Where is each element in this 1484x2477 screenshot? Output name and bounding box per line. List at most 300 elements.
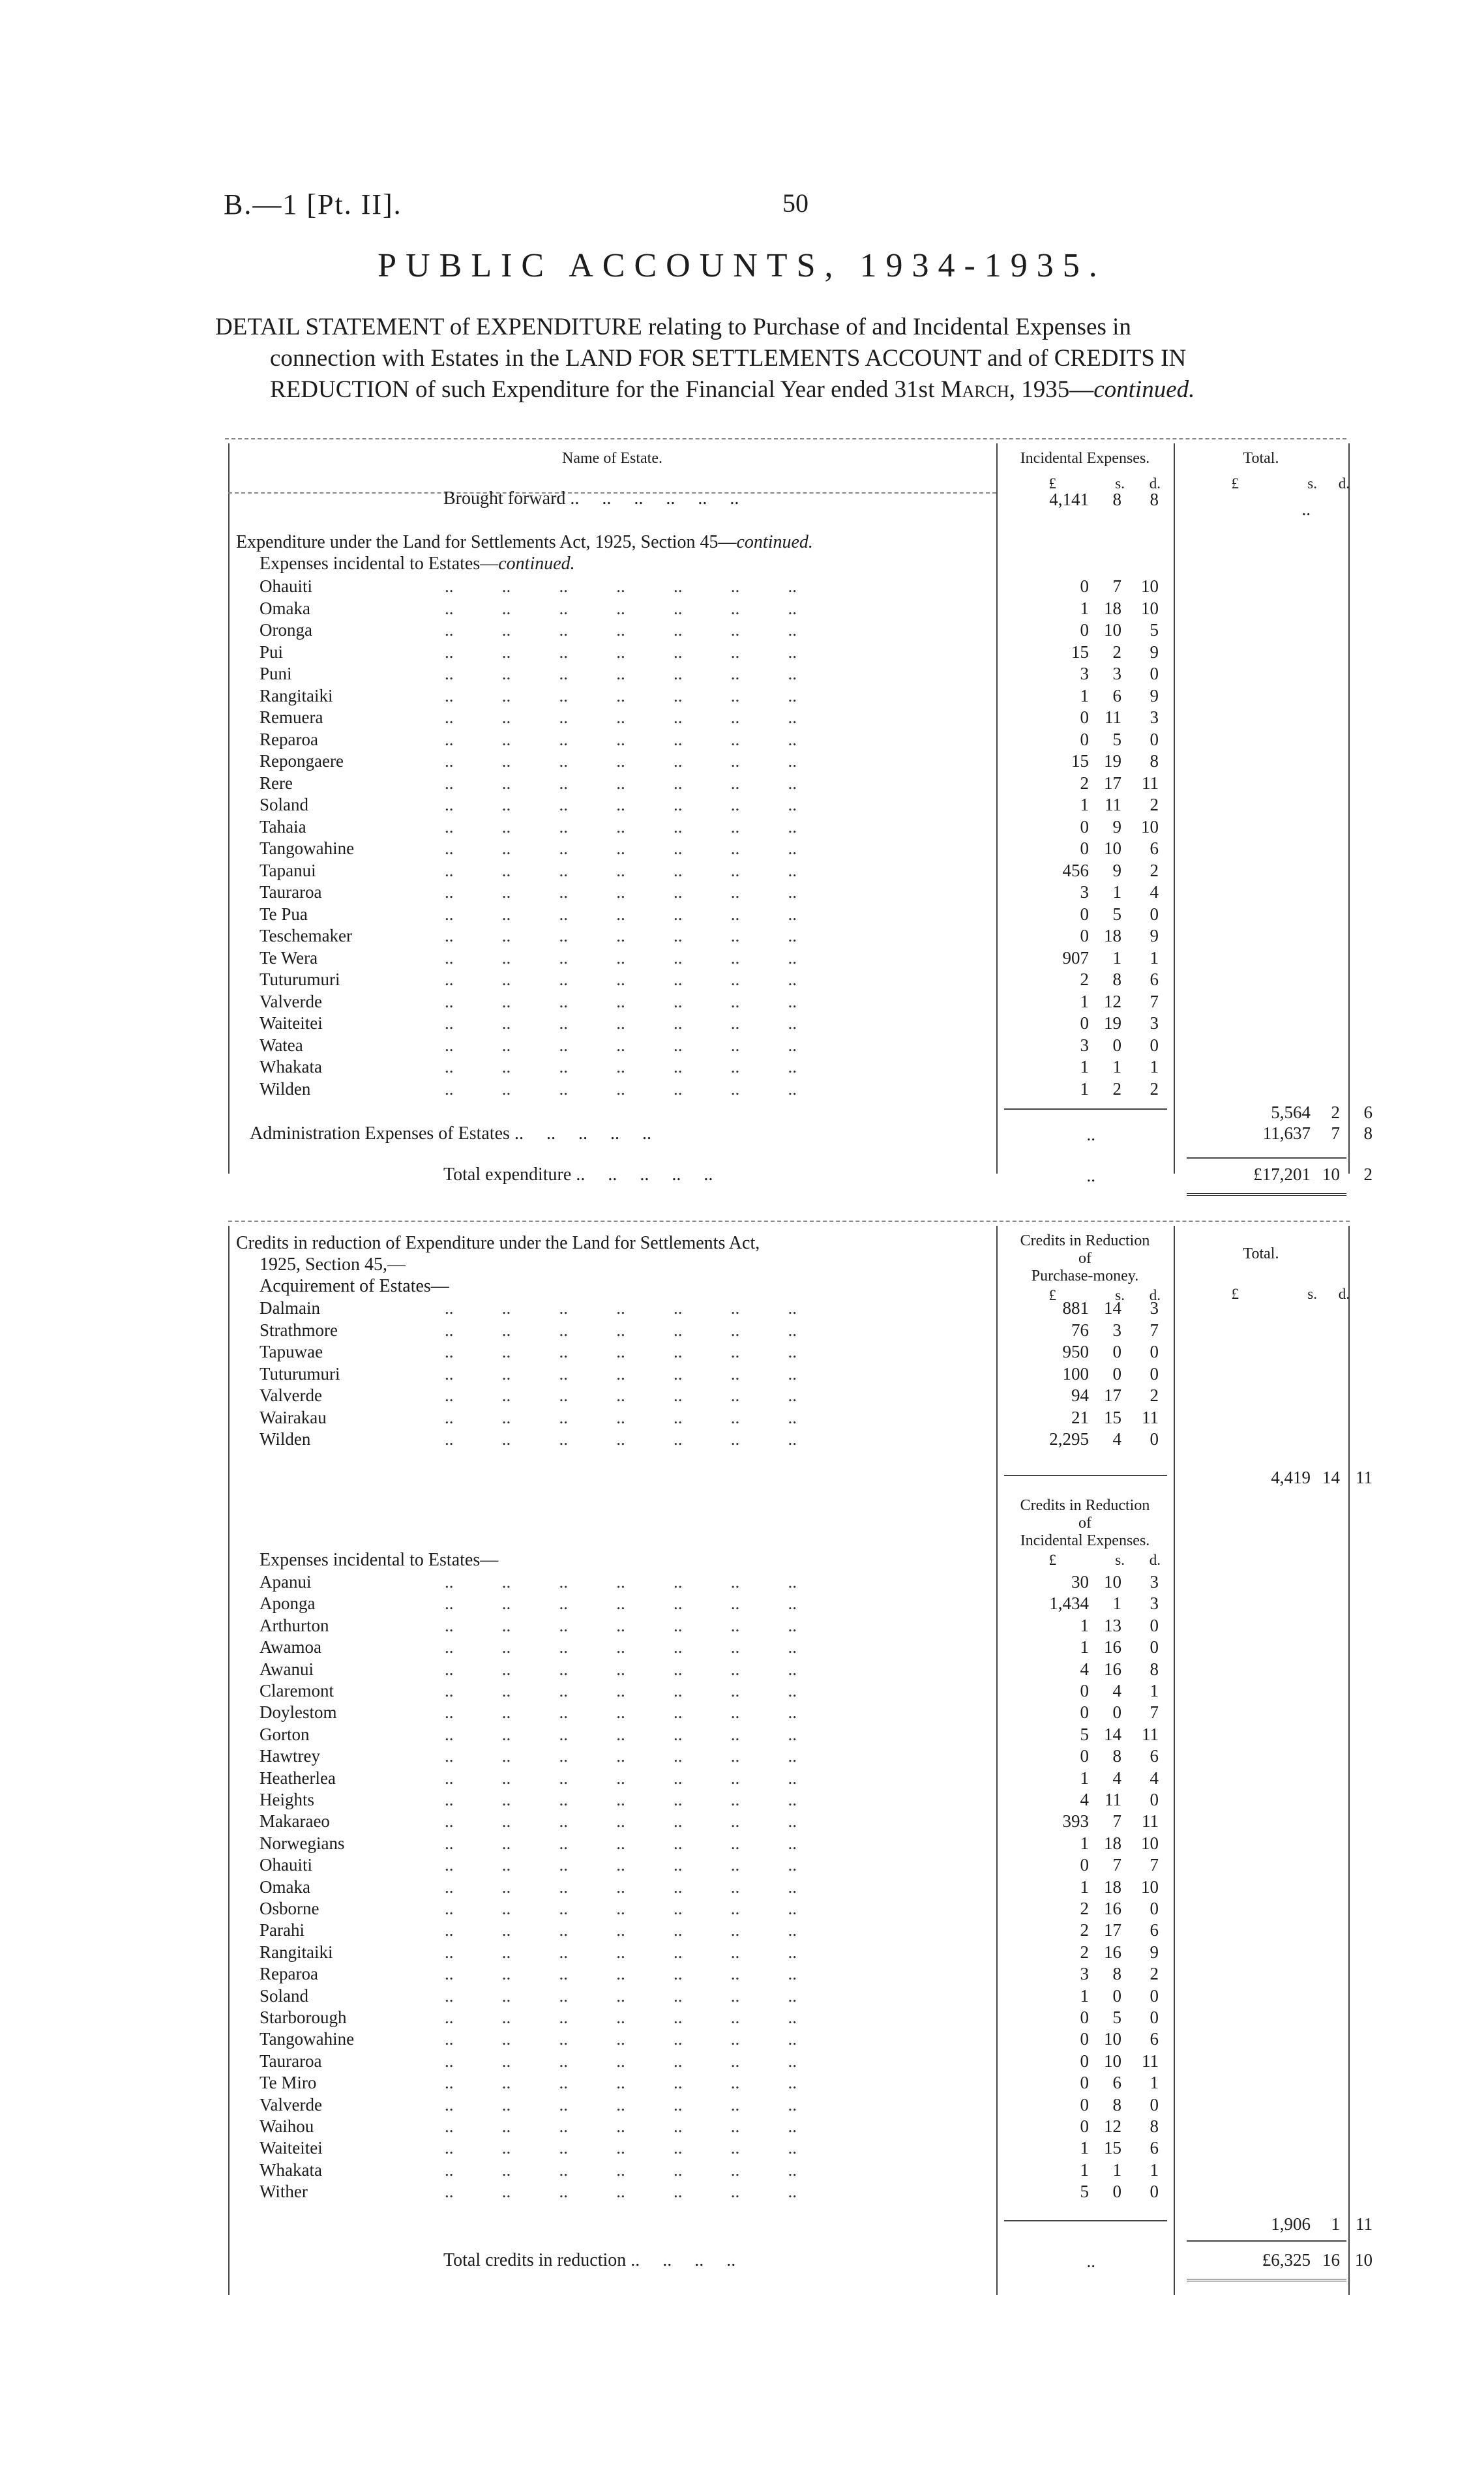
amount-pounds: 0 bbox=[1080, 1702, 1089, 1723]
amount-pounds: 0 bbox=[1080, 816, 1089, 837]
amount-pence: 0 bbox=[1150, 1035, 1159, 1055]
amount-pounds: 950 bbox=[1062, 1342, 1089, 1361]
amount-pence: 0 bbox=[1150, 729, 1159, 749]
amount-pence: 0 bbox=[1150, 1363, 1159, 1384]
inc-subtotal-rule bbox=[1004, 2220, 1167, 2221]
expenditure-heading-text: Expenditure under the Land for Settlements Act, 1925, Section 45— bbox=[236, 532, 737, 552]
amount-pounds: 1 bbox=[1080, 1637, 1089, 1657]
intro-line-1: DETAIL STATEMENT of EXPENDITURE relating to Purchase of and Incidental Expenses in bbox=[215, 314, 1131, 340]
amount-pence: 11 bbox=[1142, 2051, 1159, 2071]
amount-shillings: 14 bbox=[1104, 1298, 1121, 1318]
amount-pence: 1 bbox=[1150, 2159, 1159, 2180]
amount-pence: 2 bbox=[1150, 1078, 1159, 1099]
estate-name: Claremont bbox=[260, 1681, 334, 1700]
estate-name: Omaka bbox=[260, 598, 310, 618]
amount-pounds: 881 bbox=[1062, 1298, 1089, 1318]
estate-name: Heights bbox=[260, 1790, 314, 1809]
leader-dots: .. .. .. .. .. .. .. bbox=[445, 707, 797, 727]
estate-name: Soland bbox=[260, 795, 309, 814]
amount-pounds: 0 bbox=[1080, 2116, 1089, 2136]
amount-pounds: 1 bbox=[1080, 795, 1089, 814]
leader-dots: .. .. .. .. .. .. .. bbox=[445, 1681, 797, 1700]
section-separator bbox=[228, 1221, 1350, 1222]
leader-dots: .. .. .. .. .. .. .. bbox=[445, 1790, 797, 1809]
estate-name: Awanui bbox=[260, 1659, 314, 1679]
amount-shillings: 4 bbox=[1112, 1681, 1121, 1700]
amount-pence: 9 bbox=[1150, 926, 1159, 945]
amount-pounds: 1 bbox=[1080, 1768, 1089, 1788]
amount-pence: 0 bbox=[1150, 1985, 1159, 2006]
estate-name: Valverde bbox=[260, 1386, 322, 1405]
amount-shillings: 16 bbox=[1104, 1942, 1121, 1962]
intro-continued: continued. bbox=[1093, 376, 1195, 403]
leader-dots: .. .. .. .. .. .. .. bbox=[445, 751, 797, 771]
credits-total-rule-top bbox=[1187, 2240, 1346, 2242]
amount-pence: 2 bbox=[1150, 860, 1159, 880]
amount-pounds: 393 bbox=[1062, 1811, 1089, 1832]
amount-pounds: 0 bbox=[1080, 729, 1089, 749]
amount-pounds: 21 bbox=[1071, 1407, 1089, 1427]
estate-name: Wilden bbox=[260, 1429, 311, 1449]
amount-pounds: 1 bbox=[1080, 685, 1089, 705]
col-header-incidental: Incidental Expenses. bbox=[1020, 450, 1150, 467]
col-pound-4: £ bbox=[1231, 1286, 1239, 1302]
acq-total-pounds: 4,419 bbox=[1271, 1468, 1311, 1487]
leader-dots: .. .. .. .. .. .. .. bbox=[445, 576, 797, 596]
amount-pence: 6 bbox=[1150, 1920, 1159, 1940]
amount-pence: 0 bbox=[1150, 2008, 1159, 2027]
incidental-heading: Expenses incidental to Estates— bbox=[260, 1550, 499, 1570]
col-divider-4 bbox=[1174, 1226, 1175, 2295]
amount-shillings: 10 bbox=[1104, 838, 1121, 858]
amount-pence: 1 bbox=[1150, 1057, 1159, 1076]
leader-dots: .. .. .. .. .. .. .. bbox=[445, 816, 797, 837]
amount-shillings: 0 bbox=[1112, 1363, 1121, 1384]
leader-dots: .. .. .. .. .. .. .. bbox=[445, 947, 797, 968]
admin-expenses-mid: .. bbox=[1086, 1125, 1095, 1144]
leader-dots: .. .. .. .. .. .. .. bbox=[445, 1013, 797, 1033]
amount-pounds: 94 bbox=[1071, 1386, 1089, 1405]
document-reference: B.—1 [Pt. II]. bbox=[224, 188, 402, 220]
amount-shillings: 5 bbox=[1112, 2008, 1121, 2027]
total-credits-text: Total credits in reduction bbox=[443, 2250, 627, 2270]
amount-pence: 10 bbox=[1141, 576, 1159, 596]
amount-shillings: 10 bbox=[1104, 1572, 1121, 1592]
amount-pence: 9 bbox=[1150, 642, 1159, 662]
amount-pounds: 1 bbox=[1080, 1057, 1089, 1076]
leader-dots: .. .. .. .. .. .. .. bbox=[445, 1035, 797, 1055]
estate-name: Puni bbox=[260, 664, 292, 683]
amount-shillings: 1 bbox=[1112, 1057, 1121, 1076]
col-shilling-5: s. bbox=[1115, 1552, 1125, 1568]
col-shilling-3: s. bbox=[1115, 1287, 1125, 1303]
leader-dots: .. .. .. .. .. .. .. bbox=[445, 1572, 797, 1592]
amount-shillings: 10 bbox=[1104, 2029, 1121, 2049]
estate-name: Whakata bbox=[260, 1057, 322, 1076]
table-top-rule bbox=[225, 438, 1346, 439]
amount-pounds: 2,295 bbox=[1049, 1429, 1089, 1449]
estate-name: Heatherlea bbox=[260, 1768, 336, 1788]
amount-shillings: 18 bbox=[1104, 1833, 1121, 1853]
amount-pence: 11 bbox=[1142, 1724, 1159, 1744]
amount-pence: 9 bbox=[1150, 1942, 1159, 1962]
amount-pence: 6 bbox=[1150, 970, 1159, 989]
estate-name: Wairakau bbox=[260, 1407, 327, 1427]
amount-pounds: 0 bbox=[1080, 926, 1089, 945]
amount-pence: 11 bbox=[1142, 1811, 1159, 1832]
estate-name: Tahaia bbox=[260, 816, 306, 837]
amount-pence: 3 bbox=[1150, 707, 1159, 727]
leader-dots: .. .. .. .. .. .. .. bbox=[445, 1615, 797, 1635]
estate-name: Wilden bbox=[260, 1078, 311, 1099]
table-left-border-2 bbox=[228, 1226, 230, 2295]
amount-pence: 7 bbox=[1150, 1320, 1159, 1340]
amount-pounds: 2 bbox=[1080, 1942, 1089, 1962]
col-shilling-4: s. bbox=[1307, 1286, 1317, 1302]
amount-pence: 10 bbox=[1141, 1833, 1159, 1853]
col-incidental-line-3: Incidental Expenses. bbox=[1020, 1532, 1150, 1549]
expenditure-subtotal-shillings: 2 bbox=[1331, 1103, 1340, 1122]
total-expenditure-shillings: 10 bbox=[1322, 1164, 1340, 1184]
amount-shillings: 12 bbox=[1104, 991, 1121, 1011]
amount-pence: 4 bbox=[1150, 882, 1159, 902]
total-expenditure-text: Total expenditure bbox=[443, 1164, 572, 1185]
amount-pence: 2 bbox=[1150, 1386, 1159, 1405]
amount-pounds: 1 bbox=[1080, 1615, 1089, 1635]
col-header-purchase bbox=[996, 1232, 1174, 1285]
leader-dots: .. .. .. .. .. .. .. bbox=[445, 1363, 797, 1384]
amount-shillings: 0 bbox=[1112, 1985, 1121, 2006]
brought-forward-pounds: 4,141 bbox=[1049, 490, 1089, 509]
intro-month: March bbox=[940, 376, 1009, 403]
statement-description bbox=[215, 312, 1350, 406]
amount-pounds: 3 bbox=[1080, 882, 1089, 902]
amount-pence: 1 bbox=[1150, 2073, 1159, 2093]
total-expenditure-label: Total expenditure .. .. .. .. .. bbox=[443, 1164, 713, 1185]
amount-pence: 0 bbox=[1150, 1637, 1159, 1657]
col-header-credits-total: Total. bbox=[1243, 1245, 1279, 1262]
amount-shillings: 17 bbox=[1104, 773, 1121, 793]
amount-pence: 5 bbox=[1150, 620, 1159, 640]
amount-pence: 3 bbox=[1150, 1594, 1159, 1614]
amount-pence: 0 bbox=[1150, 1790, 1159, 1809]
estate-name: Starborough bbox=[260, 2008, 347, 2027]
estate-name: Makaraeo bbox=[260, 1811, 330, 1832]
estate-name: Wither bbox=[260, 2182, 308, 2202]
intro-line-3 bbox=[215, 374, 1350, 406]
leader-dots: .. .. .. .. .. .. .. bbox=[445, 2094, 797, 2114]
leader-dots: .. .. .. .. .. .. .. bbox=[445, 1942, 797, 1962]
amount-pounds: 0 bbox=[1080, 1746, 1089, 1766]
estate-name: Oronga bbox=[260, 620, 312, 640]
amount-pounds: 0 bbox=[1080, 1013, 1089, 1033]
leader-dots: .. .. .. .. .. .. .. bbox=[445, 2073, 797, 2093]
amount-pounds: 1 bbox=[1080, 598, 1089, 618]
amount-shillings: 17 bbox=[1104, 1386, 1121, 1405]
amount-shillings: 8 bbox=[1112, 970, 1121, 989]
expenditure-heading-cont: continued. bbox=[736, 532, 813, 552]
amount-pence: 10 bbox=[1141, 816, 1159, 837]
amount-shillings: 18 bbox=[1104, 598, 1121, 618]
leader-dots: .. .. .. .. .. .. .. bbox=[445, 970, 797, 989]
amount-pounds: 5 bbox=[1080, 2182, 1089, 2202]
subtotal-rule bbox=[1004, 1108, 1167, 1110]
leader-dots: .. .. .. .. .. .. .. bbox=[445, 620, 797, 640]
leader-dots: .. .. .. .. .. .. .. bbox=[445, 1386, 797, 1405]
leader-dots: .. .. .. .. .. .. .. bbox=[445, 926, 797, 945]
leader-dots: .. .. .. .. .. .. .. bbox=[445, 2116, 797, 2136]
amount-pence: 0 bbox=[1150, 1615, 1159, 1635]
leader-dots: .. .. .. .. .. .. .. bbox=[445, 838, 797, 858]
amount-pence: 2 bbox=[1150, 1964, 1159, 1984]
expenditure-subtotal-pence: 6 bbox=[1363, 1103, 1373, 1122]
col-pound-3: £ bbox=[1048, 1287, 1056, 1303]
col-pence-2: d. bbox=[1338, 475, 1350, 492]
amount-pounds: 1 bbox=[1080, 1985, 1089, 2006]
amount-pence: 7 bbox=[1150, 1702, 1159, 1723]
leader-dots: .. .. .. .. .. .. .. bbox=[445, 904, 797, 924]
amount-pounds: 5 bbox=[1080, 1724, 1089, 1744]
amount-pounds: 1 bbox=[1080, 1078, 1089, 1099]
col-divider-3 bbox=[996, 1226, 998, 2295]
leader-dots: .. .. .. .. .. .. .. bbox=[445, 2182, 797, 2202]
amount-shillings: 3 bbox=[1112, 664, 1121, 683]
estate-name: Rangitaiki bbox=[260, 1942, 333, 1962]
table-right-border-2 bbox=[1348, 1226, 1350, 2295]
leader-dots: .. .. .. .. .. .. .. bbox=[445, 1594, 797, 1614]
leader-dots: .. .. .. .. .. .. .. bbox=[445, 1637, 797, 1657]
amount-pounds: 15 bbox=[1071, 642, 1089, 662]
leader-dots: .. .. .. .. .. .. .. bbox=[445, 1407, 797, 1427]
amount-pence: 10 bbox=[1141, 598, 1159, 618]
amount-pounds: 0 bbox=[1080, 1855, 1089, 1875]
credits-total-rule-bottom bbox=[1187, 2279, 1346, 2281]
amount-pence: 8 bbox=[1150, 751, 1159, 771]
leader-dots: .. .. .. .. .. .. .. bbox=[445, 882, 797, 902]
amount-pence: 0 bbox=[1150, 2094, 1159, 2114]
estate-name: Tangowahine bbox=[260, 838, 355, 858]
estate-name: Arthurton bbox=[260, 1615, 329, 1635]
amount-shillings: 0 bbox=[1112, 1702, 1121, 1723]
amount-shillings: 19 bbox=[1104, 751, 1121, 771]
amount-pence: 7 bbox=[1150, 991, 1159, 1011]
amount-pounds: 0 bbox=[1080, 838, 1089, 858]
amount-pounds: 100 bbox=[1062, 1363, 1089, 1384]
total-credits-pence: 10 bbox=[1355, 2250, 1373, 2270]
estate-name: Watea bbox=[260, 1035, 303, 1055]
amount-pounds: 2 bbox=[1080, 970, 1089, 989]
leader-dots: .. .. .. .. .. .. .. bbox=[445, 2051, 797, 2071]
amount-shillings: 0 bbox=[1112, 2182, 1121, 2202]
col-pound-5: £ bbox=[1048, 1552, 1056, 1568]
expenditure-subheading bbox=[260, 553, 575, 574]
page-number: 50 bbox=[782, 188, 809, 218]
total-credits-label: Total credits in reduction .. .. .. .. bbox=[443, 2250, 736, 2270]
amount-pounds: 2 bbox=[1080, 773, 1089, 793]
amount-pence: 8 bbox=[1150, 2116, 1159, 2136]
acq-subtotal-rule bbox=[1004, 1475, 1167, 1476]
amount-pence: 7 bbox=[1150, 1855, 1159, 1875]
estate-name: Tuturumuri bbox=[260, 1363, 340, 1384]
amount-pence: 8 bbox=[1150, 1659, 1159, 1679]
amount-pounds: 0 bbox=[1080, 2073, 1089, 2093]
leader-dots: .. .. .. .. .. .. .. bbox=[445, 795, 797, 814]
col-pence-1: d. bbox=[1149, 475, 1161, 492]
amount-shillings: 16 bbox=[1104, 1659, 1121, 1679]
total-expenditure-pence: 2 bbox=[1363, 1164, 1373, 1184]
estate-name: Remuera bbox=[260, 707, 323, 727]
amount-shillings: 12 bbox=[1104, 2116, 1121, 2136]
amount-shillings: 6 bbox=[1112, 2073, 1121, 2093]
amount-pence: 6 bbox=[1150, 1746, 1159, 1766]
amount-shillings: 16 bbox=[1104, 1637, 1121, 1657]
estate-name: Doylestom bbox=[260, 1702, 337, 1723]
estate-name: Reparoa bbox=[260, 729, 318, 749]
amount-pounds: 1,434 bbox=[1049, 1594, 1089, 1614]
total-credits-pounds: £6,325 bbox=[1262, 2250, 1311, 2270]
estate-name: Norwegians bbox=[260, 1833, 345, 1853]
amount-shillings: 6 bbox=[1112, 685, 1121, 705]
estate-name: Tuturumuri bbox=[260, 970, 340, 989]
col-incidental-line-2: of bbox=[1078, 1515, 1091, 1532]
col-purchase-line-1: Credits in Reduction bbox=[1020, 1232, 1150, 1249]
amount-shillings: 8 bbox=[1112, 1746, 1121, 1766]
amount-shillings: 4 bbox=[1112, 1768, 1121, 1788]
amount-pence: 0 bbox=[1150, 664, 1159, 683]
amount-shillings: 9 bbox=[1112, 816, 1121, 837]
amount-pence: 9 bbox=[1150, 685, 1159, 705]
total-rule-top bbox=[1187, 1157, 1346, 1159]
amount-shillings: 2 bbox=[1112, 642, 1121, 662]
amount-shillings: 11 bbox=[1105, 795, 1121, 814]
estate-name: Rangitaiki bbox=[260, 685, 333, 705]
amount-pence: 1 bbox=[1150, 947, 1159, 968]
leader-dots: .. .. .. .. .. .. .. bbox=[445, 1876, 797, 1897]
admin-expenses-shillings: 7 bbox=[1331, 1123, 1340, 1143]
amount-pence: 6 bbox=[1150, 838, 1159, 858]
amount-pounds: 4 bbox=[1080, 1790, 1089, 1809]
amount-pounds: 2 bbox=[1080, 1920, 1089, 1940]
amount-shillings: 8 bbox=[1112, 1964, 1121, 1984]
amount-shillings: 8 bbox=[1112, 2094, 1121, 2114]
brought-forward-label: Brought forward .. .. .. .. .. .. bbox=[443, 488, 739, 509]
estate-name: Apanui bbox=[260, 1572, 312, 1592]
leader-dots: .. .. .. .. .. .. .. bbox=[445, 1342, 797, 1361]
leader-dots: .. .. .. .. .. .. .. bbox=[445, 2159, 797, 2180]
estate-name: Tauraroa bbox=[260, 2051, 322, 2071]
estate-name: Teschemaker bbox=[260, 926, 353, 945]
leader-dots: .. .. .. .. .. .. .. bbox=[445, 664, 797, 683]
expenditure-heading bbox=[236, 531, 813, 553]
col-header-incidental-credits bbox=[996, 1497, 1174, 1550]
amount-shillings: 10 bbox=[1104, 620, 1121, 640]
estate-name: Repongaere bbox=[260, 751, 344, 771]
amount-pounds: 1 bbox=[1080, 1876, 1089, 1897]
leader-dots: .. .. .. .. .. .. .. bbox=[445, 1964, 797, 1984]
amount-pounds: 76 bbox=[1071, 1320, 1089, 1340]
total-expenditure-pounds: £17,201 bbox=[1253, 1164, 1311, 1184]
amount-pounds: 0 bbox=[1080, 2094, 1089, 2114]
intro-year: , 1935— bbox=[1009, 376, 1094, 403]
estate-name: Strathmore bbox=[260, 1320, 338, 1340]
amount-pence: 1 bbox=[1150, 1681, 1159, 1700]
page-title: PUBLIC ACCOUNTS, 1934-1935. bbox=[378, 247, 1106, 284]
leader-dots: .. .. .. .. .. .. .. bbox=[445, 1768, 797, 1788]
expenditure-subheading-cont: continued. bbox=[498, 554, 575, 574]
brought-forward-pence: 8 bbox=[1150, 490, 1159, 509]
amount-pounds: 1 bbox=[1080, 1833, 1089, 1853]
col-purchase-line-3: Purchase-money. bbox=[1031, 1268, 1139, 1284]
amount-shillings: 3 bbox=[1112, 1320, 1121, 1340]
inc-total-pence: 11 bbox=[1356, 2214, 1373, 2234]
amount-pence: 6 bbox=[1150, 2029, 1159, 2049]
total-expenditure-mid: .. bbox=[1086, 1166, 1095, 1185]
leader-dots: .. .. .. .. .. .. .. bbox=[445, 1855, 797, 1875]
credits-heading-line-2: 1925, Section 45,— bbox=[260, 1254, 406, 1275]
total-credits-mid: .. bbox=[1086, 2251, 1095, 2271]
acq-total-shillings: 14 bbox=[1322, 1468, 1340, 1487]
amount-pence: 4 bbox=[1150, 1768, 1159, 1788]
amount-shillings: 17 bbox=[1104, 1920, 1121, 1940]
col-shilling-1: s. bbox=[1115, 475, 1125, 492]
leader-dots: .. .. .. .. .. .. .. bbox=[445, 2029, 797, 2049]
col-pound-1: £ bbox=[1048, 475, 1056, 492]
amount-pounds: 0 bbox=[1080, 707, 1089, 727]
estate-name: Rere bbox=[260, 773, 293, 793]
col-purchase-line-2: of bbox=[1078, 1250, 1091, 1267]
amount-shillings: 5 bbox=[1112, 729, 1121, 749]
amount-shillings: 19 bbox=[1104, 1013, 1121, 1033]
leader-dots: .. .. .. .. .. .. .. bbox=[445, 1985, 797, 2006]
col-divider-2 bbox=[1174, 443, 1175, 1174]
amount-pence: 0 bbox=[1150, 1899, 1159, 1918]
intro-line-3-text: REDUCTION of such Expenditure for the Financial Year ended 31st bbox=[270, 376, 941, 403]
leader-dots: .. .. .. .. .. .. .. bbox=[445, 1298, 797, 1318]
leader-dots: .. .. .. .. .. .. .. bbox=[445, 1833, 797, 1853]
estate-name: Soland bbox=[260, 1985, 309, 2006]
amount-pounds: 0 bbox=[1080, 904, 1089, 924]
amount-shillings: 10 bbox=[1104, 2051, 1121, 2071]
leader-dots: .. .. .. .. .. .. .. bbox=[445, 2138, 797, 2158]
amount-pounds: 0 bbox=[1080, 2029, 1089, 2049]
leader-dots: .. .. .. .. .. .. .. bbox=[445, 729, 797, 749]
amount-shillings: 11 bbox=[1105, 707, 1121, 727]
admin-expenses-label: Administration Expenses of Estates .. .. .. .. .. bbox=[250, 1123, 651, 1144]
amount-pounds: 1 bbox=[1080, 991, 1089, 1011]
estate-name: Te Wera bbox=[260, 947, 318, 968]
amount-shillings: 9 bbox=[1112, 860, 1121, 880]
estate-name: Tangowahine bbox=[260, 2029, 355, 2049]
amount-shillings: 5 bbox=[1112, 904, 1121, 924]
total-credits-shillings: 16 bbox=[1322, 2250, 1340, 2270]
acquirement-heading: Acquirement of Estates— bbox=[260, 1276, 449, 1296]
amount-shillings: 18 bbox=[1104, 1876, 1121, 1897]
leader-dots: .. .. .. .. .. .. .. bbox=[445, 642, 797, 662]
amount-shillings: 7 bbox=[1112, 576, 1121, 596]
col-pence-5: d. bbox=[1149, 1552, 1161, 1568]
estate-name: Tauraroa bbox=[260, 882, 322, 902]
col-header-total: Total. bbox=[1243, 450, 1279, 467]
amount-shillings: 1 bbox=[1112, 1594, 1121, 1614]
amount-pounds: 3 bbox=[1080, 664, 1089, 683]
amount-pence: 0 bbox=[1150, 1342, 1159, 1361]
estate-name: Tapanui bbox=[260, 860, 316, 880]
amount-pounds: 0 bbox=[1080, 2051, 1089, 2071]
admin-expenses-text: Administration Expenses of Estates bbox=[250, 1123, 510, 1144]
estate-name: Valverde bbox=[260, 2094, 322, 2114]
estate-name: Valverde bbox=[260, 991, 322, 1011]
amount-pounds: 3 bbox=[1080, 1035, 1089, 1055]
